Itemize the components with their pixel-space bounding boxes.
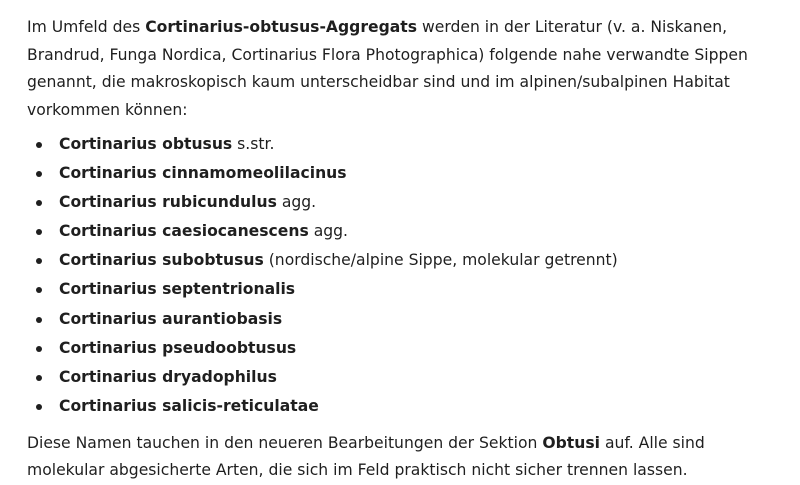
species-name: Cortinarius dryadophilus [59, 367, 277, 386]
species-name: Cortinarius aurantiobasis [59, 309, 283, 328]
message-content [27, 14, 787, 485]
species-note: s.str. [232, 135, 275, 153]
species-note: agg. [276, 193, 317, 212]
list-item [27, 363, 787, 392]
bullet-icon [36, 229, 42, 235]
outro-text-end: auf. Alle sind molekular abgesicherte Arten, die sich im Feld praktisch nicht sicher trennen lassen. [27, 433, 705, 480]
species-name: Cortinarius salicis-reticulatae [59, 396, 319, 415]
bullet-icon [36, 404, 42, 410]
bullet-icon [36, 142, 42, 148]
bullet-icon [36, 346, 42, 352]
intro-text-start: Im Umfeld des [27, 18, 146, 36]
outro-text-start: Diese Namen tauchen in den neueren Bearbeitungen der Sektion [27, 433, 543, 452]
species-name: Cortinarius pseudoobtusus [59, 338, 297, 357]
species-name: Cortinarius obtusus [59, 135, 233, 153]
outro-paragraph [27, 430, 787, 485]
species-note: agg. [308, 222, 349, 241]
list-item [27, 246, 787, 275]
list-item [27, 275, 787, 304]
species-name: Cortinarius cinnamomeolilacinus [59, 164, 347, 183]
list-item [27, 217, 787, 246]
bullet-icon [36, 171, 42, 177]
species-name: Cortinarius rubicundulus [59, 193, 277, 212]
list-item [27, 334, 787, 363]
list-item [27, 392, 787, 421]
bullet-icon [36, 200, 42, 206]
bullet-icon [36, 375, 42, 381]
species-name: Cortinarius subobtusus [59, 251, 264, 270]
aggregate-name: Cortinarius-obtusus-Aggregats [145, 18, 418, 36]
bullet-icon [36, 258, 42, 264]
bullet-icon [36, 317, 42, 323]
bullet-icon [36, 287, 42, 293]
list-item [27, 188, 787, 217]
species-note: (nordische/alpine Sippe, molekular getrennt) [263, 251, 618, 270]
list-item [27, 159, 787, 188]
list-item [27, 130, 787, 159]
species-name: Cortinarius caesiocanescens [59, 222, 309, 241]
section-name: Obtusi [542, 433, 600, 452]
intro-text-end: werden in der Literatur (v. a. Niskanen, Brandrud, Funga Nordica, Cortinarius Flora Photographica) folgende nahe verwandte Sippen genannt, die makroskopisch kaum unterscheidbar sind und im alpinen/subalpinen Habitat vorkommen können: [27, 18, 748, 119]
intro-paragraph [27, 14, 787, 124]
species-list [27, 130, 787, 421]
list-item [27, 305, 787, 334]
species-name: Cortinarius septentrionalis [59, 280, 296, 299]
